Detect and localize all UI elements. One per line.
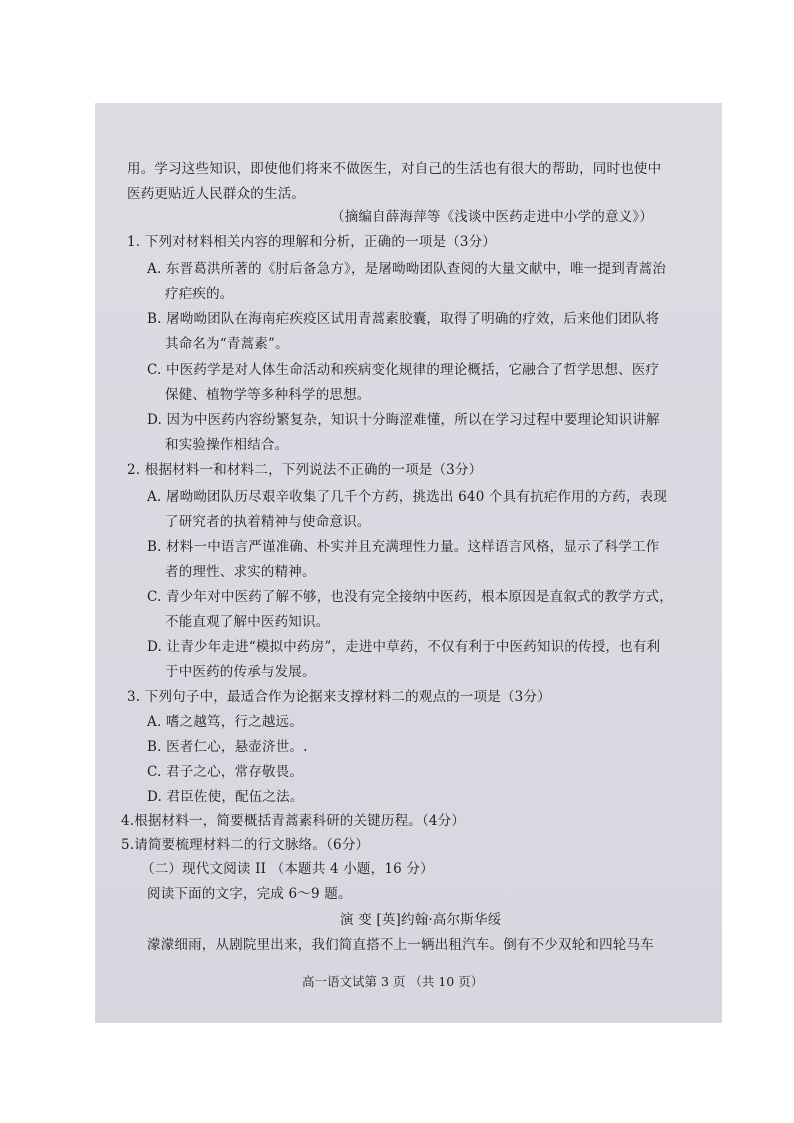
- option-3a: A. 嗜之越笃，行之越远。: [147, 714, 303, 730]
- text-line: 医药更贴近人民群众的生活。: [127, 186, 306, 202]
- option-1d: D. 因为中医药内容纷繁复杂，知识十分晦涩难懂，所以在学习过程中要理论知识讲解: [147, 412, 660, 428]
- question-1: 1. 下列对材料相关内容的理解和分析，正确的一项是（3分）: [127, 234, 497, 250]
- option-3b: B. 医者仁心，悬壶济世。.: [147, 739, 308, 755]
- question-5: 5.请简要梳理材料二的行文脉络。（6分）: [121, 837, 370, 853]
- question-4: 4.根据材料一，简要概括青蒿素科研的关键历程。（4分）: [121, 813, 466, 829]
- exam-paper-page: [95, 103, 722, 1023]
- option-1d-cont: 和实验操作相结合。: [165, 437, 289, 453]
- option-1b-cont: 其命名为“青蒿素”。: [165, 336, 289, 352]
- article-title: 演 变 [英]约翰·高尔斯华绥: [340, 912, 502, 928]
- option-3d: D. 君臣佐使，配伍之法。: [147, 789, 304, 805]
- article-first-line: 濛濛细雨，从剧院里出来，我们简直搭不上一辆出租汽车。倒有不少双轮和四轮马车: [147, 937, 654, 953]
- option-2a: A. 屠呦呦团队历尽艰辛收集了几千个方药，挑选出 640 个具有抗疟作用的方药，表现: [147, 489, 668, 505]
- text-line: 用。学习这些知识，即使他们将来不做医生，对自己的生活也有很大的帮助，同时也使中: [127, 161, 662, 177]
- question-2: 2. 根据材料一和材料二，下列说法不正确的一项是（3分）: [127, 462, 483, 478]
- option-2d-cont: 于中医药的传承与发展。: [165, 664, 316, 680]
- option-1c: C. 中医药学是对人体生命活动和疾病变化规律的理论概括，它融合了哲学思想、医疗: [147, 362, 660, 378]
- option-2b-cont: 者的理性、求实的精神。: [165, 564, 316, 580]
- option-2a-cont: 了研究者的执着精神与使命意识。: [165, 514, 371, 530]
- option-2c: C. 青少年对中医药了解不够，也没有完全接纳中医药，根本原因是直叙式的教学方式，: [147, 589, 673, 605]
- option-2c-cont: 不能直观了解中医药知识。: [165, 614, 330, 630]
- page-footer: 高一语文试第 3 页 （共 10 页）: [302, 974, 484, 989]
- section-instruction: 阅读下面的文字，完成 6～9 题。: [147, 886, 352, 902]
- question-3: 3. 下列句子中，最适合作为论据来支撑材料二的观点的一项是（3分）: [127, 689, 551, 705]
- option-1a-cont: 疗疟疾的。: [165, 286, 234, 302]
- option-2d: D. 让青少年走进“模拟中药房”，走进中草药，不仅有利于中医药知识的传授，也有利: [147, 639, 661, 655]
- option-2b: B. 材料一中语言严谨准确、朴实并且充满理性力量。这样语言风格，显示了科学工作: [147, 539, 660, 555]
- source-citation: （摘编自薛海萍等《浅谈中医药走进中小学的意义》）: [331, 209, 654, 225]
- section-heading: （二）现代文阅读 II （本题共 4 小题，16 分）: [141, 861, 434, 877]
- option-1c-cont: 保健、植物学等多种科学的思想。: [165, 387, 371, 403]
- option-3c: C. 君子之心，常存敬畏。: [147, 764, 304, 780]
- option-1a: A. 东晋葛洪所著的《肘后备急方》，是屠呦呦团队查阅的大量文献中，唯一提到青蒿治: [147, 261, 667, 277]
- option-1b: B. 屠呦呦团队在海南疟疾疫区试用青蒿素胶囊，取得了明确的疗效，后来他们团队将: [147, 311, 660, 327]
